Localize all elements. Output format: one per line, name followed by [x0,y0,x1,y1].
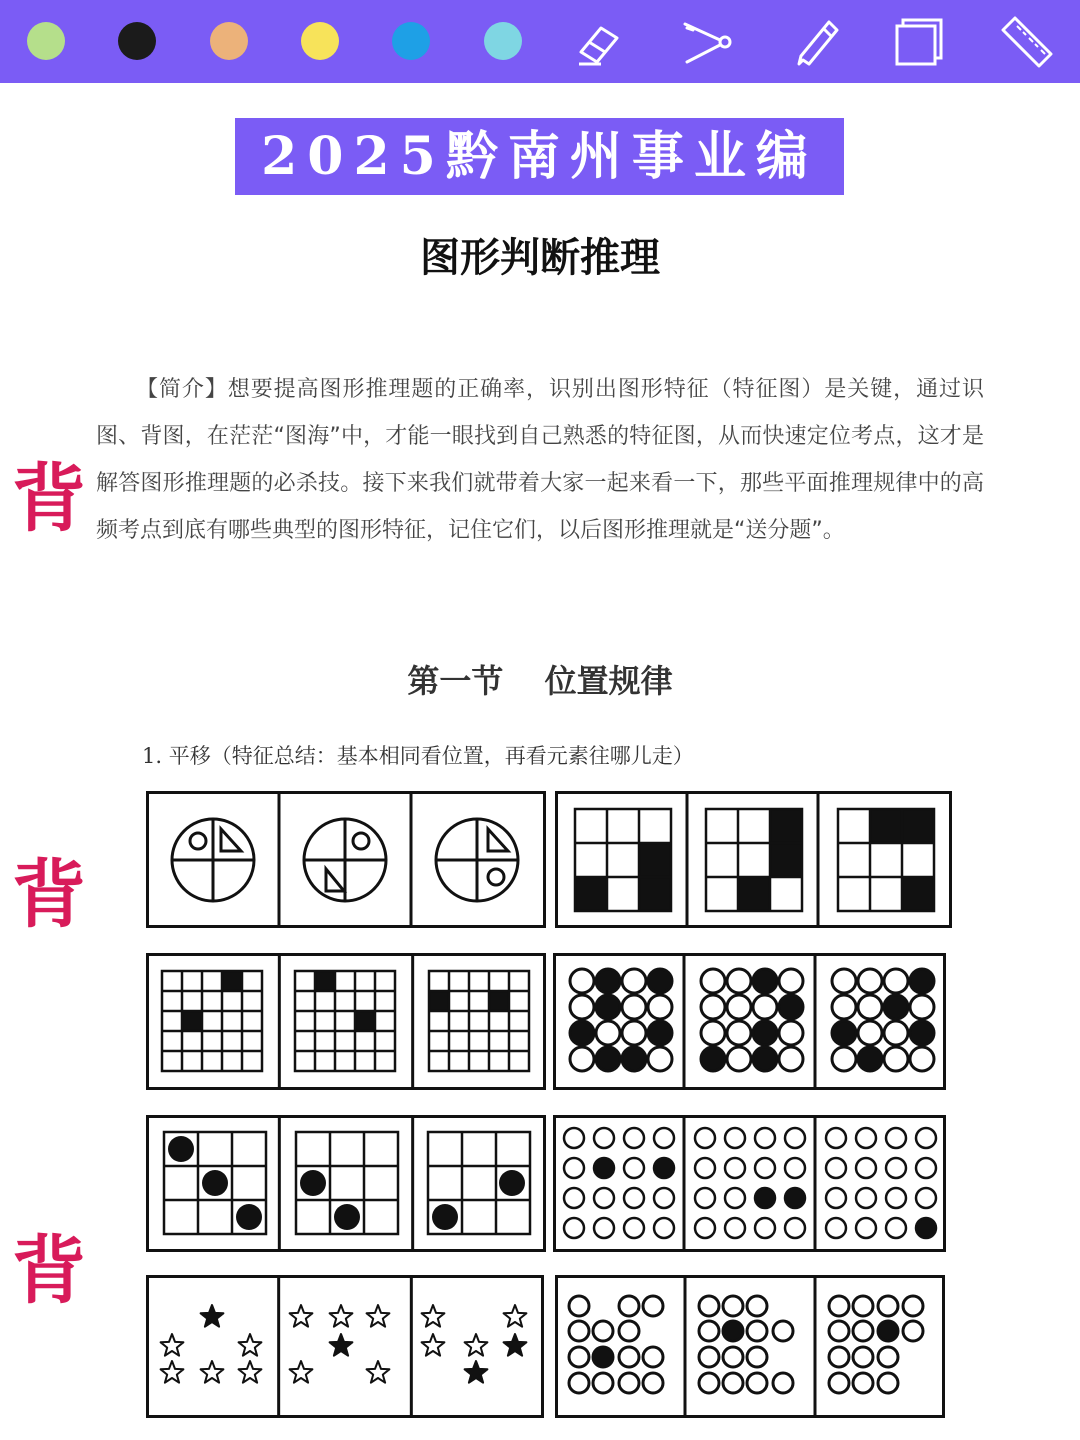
margin-mark-memorize: 背 [12,1228,86,1314]
figure-circle-clusters [555,1275,945,1418]
color-swatch-blue[interactable] [392,22,430,60]
margin-mark-memorize: 背 [12,852,86,938]
title-banner: 2025黔南州事业编 [235,118,844,195]
color-swatch-cyan[interactable] [484,22,522,60]
figure-five-grids [146,953,546,1090]
section-subhead: 1. 平移（特征总结：基本相同看位置，再看元素往哪儿走） [142,744,694,768]
figure-dot-grids [146,1115,546,1252]
color-swatch-yellow[interactable] [301,22,339,60]
page-subtitle: 图形判断推理 [420,234,660,281]
figure-block-grids [555,791,952,928]
margin-mark-memorize: 背 [12,456,86,542]
figure-circle-quadrants [146,791,546,928]
figure-small-circle-matrices [553,1115,946,1252]
ruler-icon[interactable] [999,14,1055,70]
figure-circle-matrices [553,953,946,1090]
color-swatch-light-green[interactable] [27,22,65,60]
color-swatch-orange[interactable] [210,22,248,60]
section-title: 第一节 位置规律 [407,662,673,700]
color-swatch-black[interactable] [118,22,156,60]
compass-icon[interactable] [681,14,737,70]
intro-paragraph: 【简介】想要提高图形推理题的正确率，识别出图形特征（特征图）是关键，通过识图、背图，在茫茫“图海”中，才能一眼找到自己熟悉的特征图，从而快速定位考点，这才是解答图形推理题的必杀技。接下来我们就带着大家一起来看一下，那些平面推理规律中的高频考点到底有哪些典型的图形特征，记住它们，以后图形推理就是“送分题”。 [96,377,984,543]
eraser-icon[interactable] [571,14,627,70]
drawing-toolbar [0,0,1080,83]
layers-icon[interactable] [891,14,947,70]
pencil-icon[interactable] [789,14,845,70]
figure-star-sets [146,1275,544,1418]
